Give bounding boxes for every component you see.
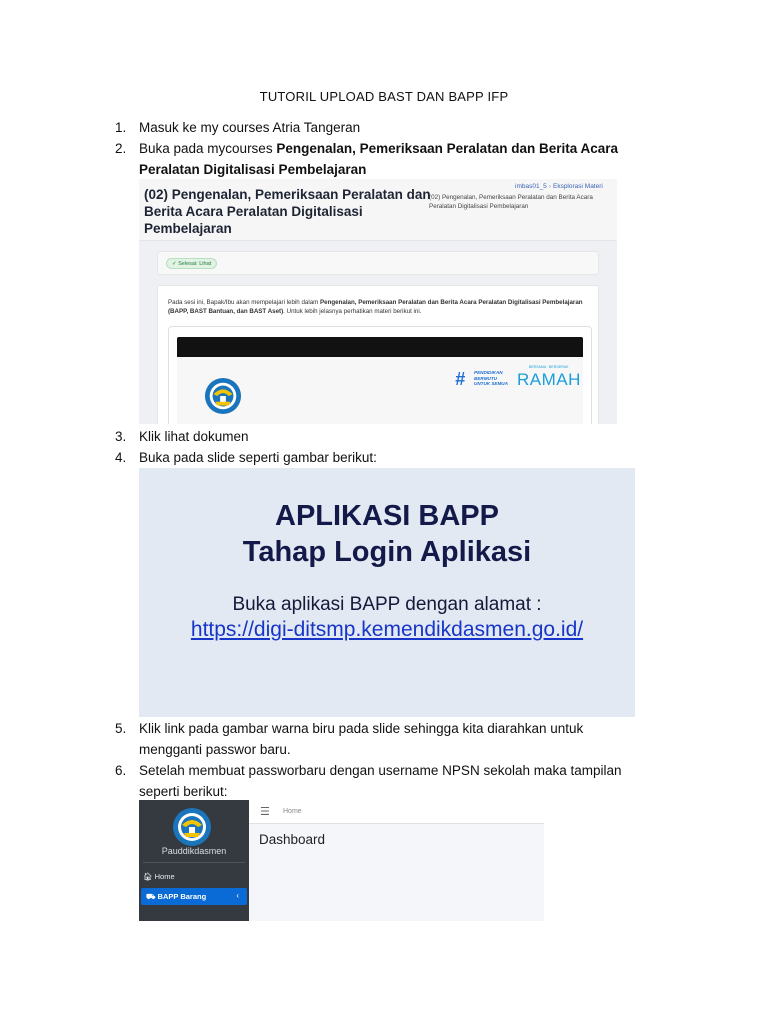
intro-prefix: Pada sesi ini, Bapak/Ibu akan mempelajari lebih dalam <box>168 299 321 306</box>
intro-text <box>168 298 592 316</box>
tagline: PENDIDIKAN BERMUTU UNTUK SEMUA <box>474 370 508 386</box>
hashtag-icon: # <box>455 369 466 389</box>
intro-bold: Pengenalan, Pemeriksaan Peralatan dan Berita Acara Peralatan Digitalisasi Pembelajaran (BAPP, BAST Bantuan, dan BAST Aset) <box>168 299 583 315</box>
course-header <box>139 179 617 241</box>
step-number: 1. <box>115 120 127 135</box>
breadcrumb <box>515 183 603 190</box>
slide-title-line: APLIKASI BAPP <box>275 500 499 532</box>
page-title: Dashboard <box>259 832 326 847</box>
sidebar-item-label: BAPP Barang <box>157 892 207 901</box>
course-name: Pengenalan, Pemeriksaan Peralatan dan Berita Acara Peralatan Digitalisasi Pembelajaran <box>139 141 618 177</box>
breadcrumb-separator-icon: › <box>548 183 551 190</box>
course-title: (02) Pengenalan, Pemeriksaan Peralatan dan Berita Acara Peralatan Digitalisasi Pembelajaran <box>144 187 431 236</box>
step-text-wrap <box>139 138 639 180</box>
tut-wuri-logo-icon <box>172 807 212 847</box>
ramah-logo: RAMAH <box>517 370 581 389</box>
document-viewer[interactable] <box>168 326 592 424</box>
sidebar-item-label-wrap <box>146 892 206 902</box>
sidebar <box>139 800 249 921</box>
slide-subtitle: Buka aplikasi BAPP dengan alamat : <box>232 594 542 615</box>
slide-title-line: Tahap Login Aplikasi <box>242 536 532 568</box>
chevron-left-icon: ‹ <box>236 891 239 900</box>
sidebar-item-label: Home <box>154 872 175 881</box>
sidebar-item-bapp-barang[interactable] <box>141 888 247 905</box>
topbar-home-link[interactable]: Home <box>283 808 302 815</box>
breadcrumb-current: (02) Pengenalan, Pemeriksaan Peralatan dan Berita Acara Peralatan Digitalisasi Pembelajaran <box>429 194 593 210</box>
breadcrumb-item[interactable]: imbas01_5 <box>515 183 547 190</box>
slide-title <box>139 498 635 570</box>
step-text: Setelah membuat passworbaru dengan username NPSN sekolah maka tampilan seperti berikut: <box>139 763 622 799</box>
truck-icon: ⛟ <box>146 892 158 901</box>
step-number: 4. <box>115 450 127 465</box>
content-card <box>157 285 599 424</box>
step-text: Buka pada mycourses <box>139 141 277 156</box>
step-text: Klik link pada gambar warna biru pada slide sehingga kita diarahkan untuk mengganti passwor baru. <box>139 721 584 757</box>
sidebar-item-home[interactable] <box>143 872 175 881</box>
slide-screenshot <box>139 468 635 717</box>
document-page <box>177 357 583 424</box>
viewer-toolbar <box>177 337 583 357</box>
step-number: 5. <box>115 721 127 736</box>
bapp-login-link[interactable]: https://digi-ditsmp.kemendikdasmen.go.id/ <box>190 618 584 641</box>
step-number: 3. <box>115 429 127 444</box>
course-page-screenshot <box>139 179 617 424</box>
dashboard-screenshot <box>139 800 544 921</box>
step-number: 6. <box>115 763 127 778</box>
step-text: Masuk ke my courses Atria Tangeran <box>139 120 361 135</box>
menu-icon[interactable]: ☰ <box>260 806 270 818</box>
brand-name: Pauddikdasmen <box>161 846 227 856</box>
home-icon: 🏠︎ <box>143 872 155 881</box>
intro-suffix: . Untuk lebih jelasnya perhatikan materi berikut ini. <box>283 308 422 315</box>
step-text: Klik lihat dokumen <box>139 429 249 444</box>
completion-status <box>157 251 599 275</box>
breadcrumb-item[interactable]: Eksplorasi Materi <box>552 183 603 190</box>
tut-wuri-logo-icon <box>204 377 242 415</box>
sidebar-divider <box>143 862 245 863</box>
document-title: TUTORIL UPLOAD BAST DAN BAPP IFP <box>259 89 509 104</box>
step-number: 2. <box>115 141 127 156</box>
status-badge: ✓ Selesai: Lihat <box>166 258 217 269</box>
step-text: Buka pada slide seperti gambar berikut: <box>139 450 377 465</box>
ramah-caption: BERSAMA · BERGERAK <box>529 365 569 369</box>
topbar <box>249 800 544 824</box>
